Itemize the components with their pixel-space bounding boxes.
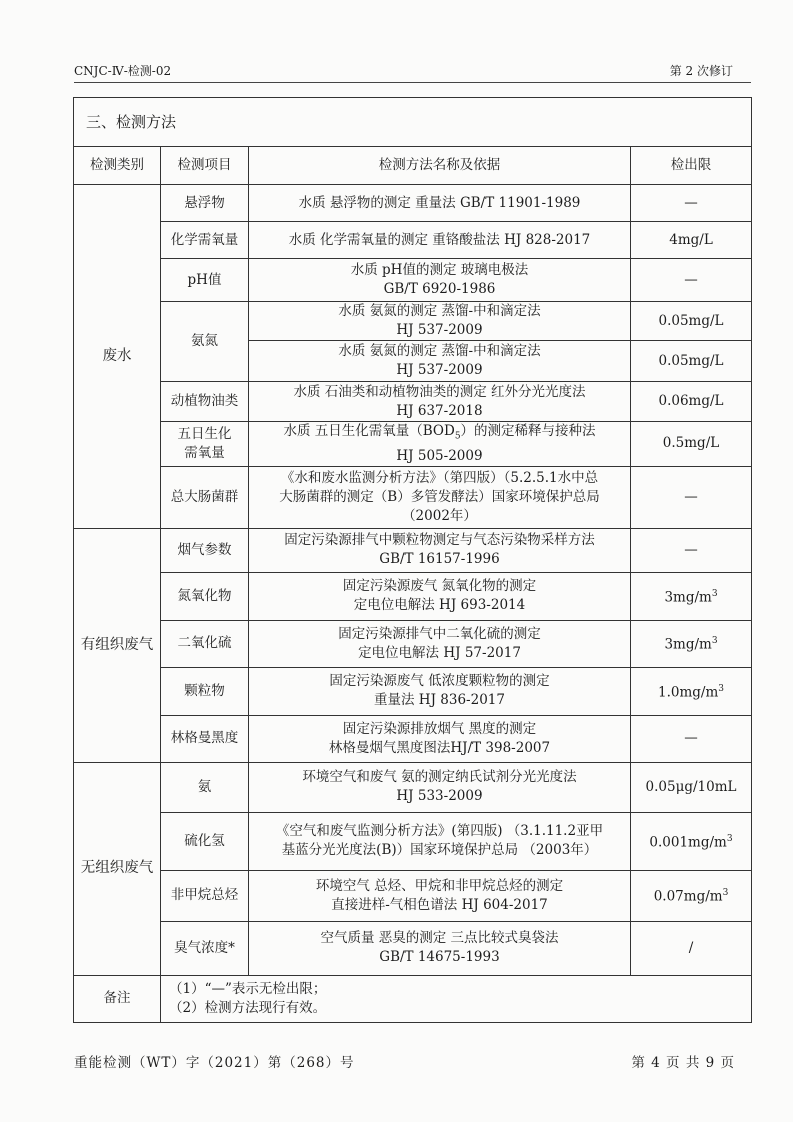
method-cell: 水质 石油类和动植物油类的测定 红外分光光度法 HJ 637-2018: [249, 382, 631, 422]
method-cell: 水质 悬浮物的测定 重量法 GB/T 11901-1989: [249, 185, 631, 222]
item-cell: 五日生化 需氧量: [161, 422, 249, 467]
method-cell: 水质 化学需氧量的测定 重铬酸盐法 HJ 828-2017: [249, 222, 631, 259]
table-header-row: [74, 147, 752, 185]
notes-label: 备注: [74, 975, 161, 1022]
limit-cell: $1.0mg/m^3$: [631, 667, 752, 715]
methods-table: [73, 97, 752, 1023]
report-number: 重能检测（WT）字（2021）第（268）号: [74, 1055, 355, 1071]
item-cell: 动植物油类: [161, 382, 249, 422]
method-cell: 水质 pH值的测定 玻璃电极法 GB/T 6920-1986: [249, 259, 631, 302]
category-wastewater: 废水: [74, 185, 161, 529]
limit-cell: —: [631, 466, 752, 528]
item-cell: 化学需氧量: [161, 222, 249, 259]
table-row: [74, 620, 752, 667]
item-cell: 非甲烷总烃: [161, 870, 249, 921]
doc-code: CNJC-Ⅳ-检测-02: [74, 64, 172, 78]
method-cell: 水质 氨氮的测定 蒸馏-中和滴定法 HJ 537-2009: [249, 302, 631, 341]
item-cell: 臭气浓度*: [161, 921, 249, 975]
limit-cell: 0.06mg/L: [631, 382, 752, 422]
limit-cell: —: [631, 259, 752, 302]
method-cell: 固定污染源排气中颗粒物测定与气态污染物采样方法 GB/T 16157-1996: [249, 528, 631, 572]
item-cell: 硫化氢: [161, 812, 249, 870]
item-cell: 氮氧化物: [161, 572, 249, 620]
method-cell: 固定污染源废气 低浓度颗粒物的测定 重量法 HJ 836-2017: [249, 667, 631, 715]
col-header-item: 检测项目: [161, 147, 249, 185]
category-fugitive-gas: 无组织废气: [74, 762, 161, 975]
table-row: [74, 466, 752, 528]
item-cell: 氨氮: [161, 302, 249, 382]
table-row: [74, 715, 752, 762]
limit-cell: 0.05mg/L: [631, 341, 752, 382]
method-cell: 《空气和废气监测分析方法》(第四版) （3.1.11.2亚甲 基蓝分光光度法(B)）国家环境保护总局 （2003年）: [249, 812, 631, 870]
limit-cell: /: [631, 921, 752, 975]
section-title: 三、检测方法: [74, 98, 752, 147]
method-cell: 固定污染源废气 氮氧化物的测定 定电位电解法 HJ 693-2014: [249, 572, 631, 620]
notes-row: [74, 975, 752, 1022]
table-row: [74, 762, 752, 812]
item-cell: 二氧化硫: [161, 620, 249, 667]
table-row: [74, 812, 752, 870]
limit-cell: 4mg/L: [631, 222, 752, 259]
col-header-category: 检测类别: [74, 147, 161, 185]
table-row: [74, 185, 752, 222]
table-row: [74, 572, 752, 620]
notes-cell: （1）“—”表示无检出限； （2）检测方法现行有效。: [161, 975, 752, 1022]
table-row: [74, 259, 752, 302]
limit-cell: —: [631, 528, 752, 572]
limit-cell: 0.05μg/10mL: [631, 762, 752, 812]
method-cell: 空气质量 恶臭的测定 三点比较式臭袋法 GB/T 14675-1993: [249, 921, 631, 975]
table-row: [74, 382, 752, 422]
item-cell: pH值: [161, 259, 249, 302]
method-cell: 水质 氨氮的测定 蒸馏-中和滴定法 HJ 537-2009: [249, 341, 631, 382]
item-cell: 烟气参数: [161, 528, 249, 572]
method-cell: 固定污染源排气中二氧化硫的测定 定电位电解法 HJ 57-2017: [249, 620, 631, 667]
table-row: [74, 422, 752, 467]
col-header-method: 检测方法名称及依据: [249, 147, 631, 185]
revision-label: 第 2 次修订: [669, 64, 733, 78]
limit-cell: $3mg/m^3$: [631, 620, 752, 667]
item-cell: 总大肠菌群: [161, 466, 249, 528]
table-row: [74, 302, 752, 341]
limit-cell: 0.5mg/L: [631, 422, 752, 467]
limit-cell: 0.05mg/L: [631, 302, 752, 341]
item-cell: 悬浮物: [161, 185, 249, 222]
table-row: [74, 921, 752, 975]
limit-cell: —: [631, 185, 752, 222]
limit-cell: $3mg/m^3$: [631, 572, 752, 620]
limit-cell: $0.07mg/m^3$: [631, 870, 752, 921]
table-row: [74, 222, 752, 259]
header-divider: [74, 82, 751, 83]
table-row: [74, 528, 752, 572]
method-cell: 水质 五日生化需氧量$(BOD_5)$的测定稀释与接种法 HJ 505-2009: [249, 422, 631, 467]
item-cell: 林格曼黑度: [161, 715, 249, 762]
item-cell: 颗粒物: [161, 667, 249, 715]
method-cell: 固定污染源排放烟气 黑度的测定 林格曼烟气黑度图法HJ/T 398-2007: [249, 715, 631, 762]
table-row: [74, 667, 752, 715]
method-cell: 环境空气和废气 氨的测定纳氏试剂分光光度法 HJ 533-2009: [249, 762, 631, 812]
method-cell: 《水和废水监测分析方法》（第四版）（5.2.5.1水中总 大肠菌群的测定（B）多管发酵法）国家环境保护总局 （2002年）: [249, 466, 631, 528]
col-header-limit: 检出限: [631, 147, 752, 185]
page-number: 第 4 页 共 9 页: [631, 1055, 735, 1071]
limit-cell: —: [631, 715, 752, 762]
method-cell: 环境空气 总烃、甲烷和非甲烷总烃的测定 直接进样-气相色谱法 HJ 604-2017: [249, 870, 631, 921]
item-cell: 氨: [161, 762, 249, 812]
table-row: [74, 870, 752, 921]
limit-cell: $0.001mg/m^3$: [631, 812, 752, 870]
category-organized-gas: 有组织废气: [74, 528, 161, 762]
